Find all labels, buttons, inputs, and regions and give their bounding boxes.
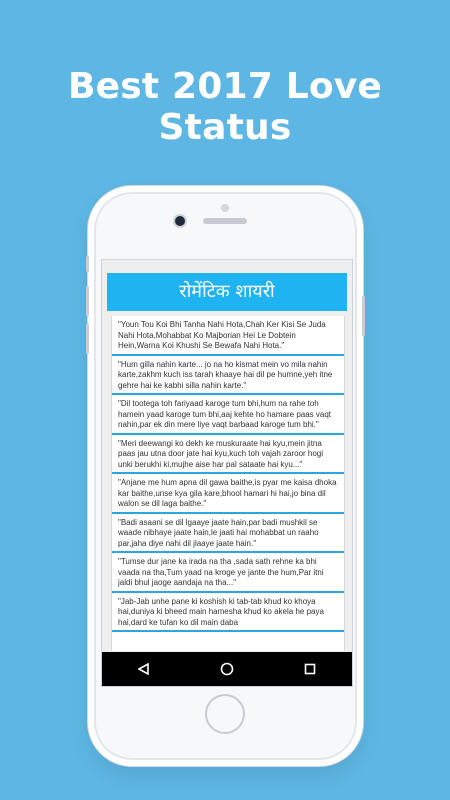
android-nav-bar: [102, 652, 352, 686]
phone-volume-down-button: [86, 324, 89, 354]
shayari-list[interactable]: [111, 316, 345, 651]
list-item[interactable]: "Jab-Jab unhe pane ki koshish ki tab-tab khud ko khoya hai,duniya ki bheed main hamesha khud ko akela he paya hai,dard ke tufan ko dil main daba: [112, 593, 344, 633]
phone-sensor: [221, 204, 229, 212]
list-item[interactable]: "Badi asaani se dil lgaaye jaate hain,par badi mushkil se waade nibhaye jaate hain,le jaati hai mohabbat un raaho par,jaha diye nahi dil jlaaye jaate hain.": [112, 514, 344, 554]
phone-home-button[interactable]: [205, 694, 245, 734]
app-title: रोमेंटिक शायरी: [179, 281, 275, 302]
home-circle-icon: [220, 662, 234, 676]
phone-volume-up-button: [86, 286, 89, 316]
list-item[interactable]: "Dil tootega toh fariyaad karoge tum bhi,hum na rahe toh hamein yaad karoge tum bhi,aaj kehte ho hamare paas vaqt nahin,par ek din mere liye vaqt barbaad karoge tum bhi.": [112, 395, 344, 435]
list-item[interactable]: "Tumse dur jane ka irada na tha ,sada sath rehne ka bhi vaada na tha,Tum yaad na kroge ye jante the hum,Par itni jaldi bhul jaoge aandaja na tha...": [112, 553, 344, 593]
app-title-bar: [107, 273, 347, 311]
phone-speaker: [203, 218, 247, 224]
list-item[interactable]: "Hum gilla nahin karte... jo na ho kismat mein vo mila nahin karte,zakhm kuch iss tarah khaaye hai dil pe humne,yeh itne gehre hai ke kabhi silla nahin karte.": [112, 356, 344, 396]
phone-side-button: [86, 256, 89, 272]
recents-square-icon: [304, 663, 316, 675]
list-item[interactable]: "Youn Tou Koi Bhi Tanha Nahi Hota,Chah Ker Kisi Se Juda Nahi Hota,Mohabbat Ko Majborian Hei Le Dobtein Hein,Warna Koi Khushi Se Bewafa Nahi Hota.": [112, 316, 344, 356]
phone-power-button: [362, 296, 365, 336]
phone-screen: [101, 259, 353, 687]
recents-button[interactable]: [290, 652, 330, 686]
back-triangle-icon: [138, 663, 150, 675]
back-button[interactable]: [124, 652, 164, 686]
list-item[interactable]: "Meri deewangi ko dekh ke muskuraate hai kyu,mein jitna paas jau utna door jate hai kyu,kuch toh vajah zaroor hogi unki berukhi ki,mujhe aise har pal sataate hai kyu...": [112, 435, 344, 475]
home-nav-button[interactable]: [207, 652, 247, 686]
promo-headline: Best 2017 Love Status: [67, 66, 383, 148]
list-item[interactable]: "Anjane me hum apna dil gawa baithe,is pyar me kaisa dhoka kar baithe,unse kya gila kare,bhool hamari hi hai,jo bina dil walon se dil laga baithe.": [112, 474, 344, 514]
front-camera: [175, 216, 185, 226]
